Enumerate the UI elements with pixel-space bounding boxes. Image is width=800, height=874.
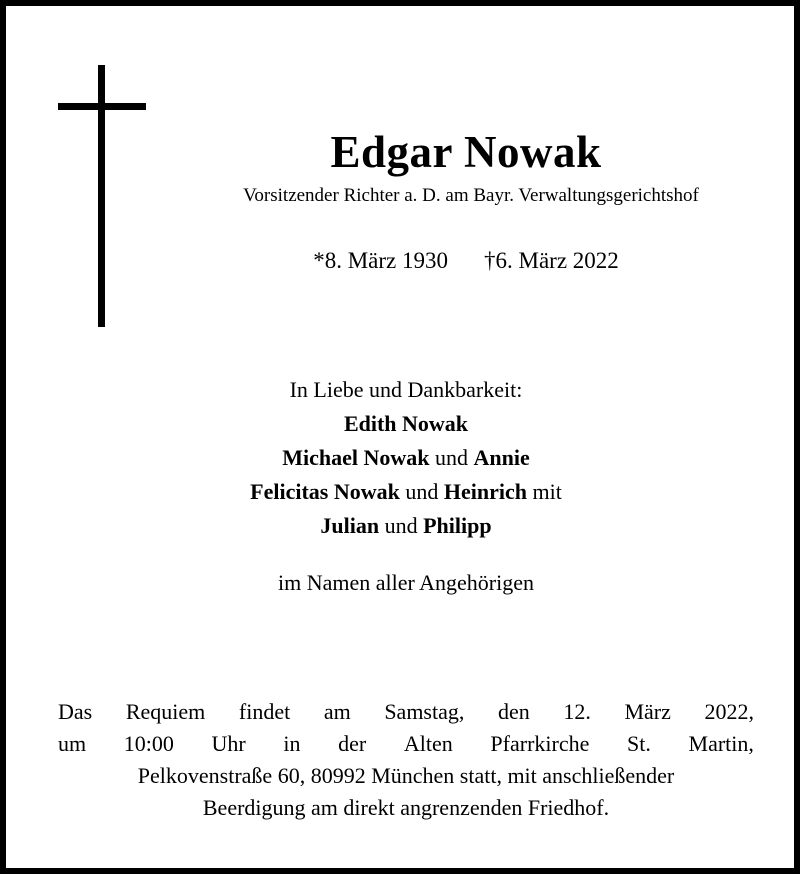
mourner-name: Michael Nowak [282,445,430,470]
connector-text: und [405,479,439,504]
funeral-word: Martin, [688,731,754,756]
cross-icon-horizontal-bar [58,103,146,110]
mourner-line-3 [6,475,800,509]
birth-date: *8. März 1930 [313,248,448,273]
funeral-word: Requiem [125,699,206,724]
mourner-line-2 [6,441,800,475]
funeral-word: 12. [563,699,591,724]
funeral-word: Das [58,699,93,724]
death-date: †6. März 2022 [484,248,619,273]
funeral-word: findet [238,699,291,724]
funeral-line-3: Pelkovenstraße 60, 80992 München statt, mit anschließender [137,763,675,788]
deceased-name: Edgar Nowak [330,127,602,177]
funeral-word: in [283,731,301,756]
mourners-block [6,373,800,543]
funeral-word: Uhr [211,731,246,756]
funeral-line-1 [58,696,754,728]
funeral-word: den [497,699,530,724]
connector-text: und [435,445,468,470]
mourners-intro: In Liebe und Dankbarkeit: [289,377,523,402]
mourner-name: Felicitas Nowak [250,479,400,504]
funeral-notice [58,696,754,824]
mourner-line-4 [6,509,800,543]
mourner-line-1 [6,407,800,441]
funeral-word: März [624,699,671,724]
life-dates [156,246,776,276]
funeral-word: 10:00 [123,731,174,756]
mourner-name: Edith Nowak [343,411,469,436]
funeral-word: 2022, [704,699,754,724]
mourner-name: Philipp [423,513,492,538]
mourner-name: Julian [320,513,380,538]
connector-text: und [384,513,418,538]
funeral-word: am [323,699,351,724]
funeral-word: St. [627,731,651,756]
funeral-line-4: Beerdigung am direkt angrenzenden Friedhof. [202,795,610,820]
connector-text: mit [532,479,562,504]
mourner-name: Heinrich [443,479,527,504]
funeral-word: Alten [403,731,453,756]
funeral-word: um [58,731,87,756]
deceased-title: Vorsitzender Richter a. D. am Bayr. Verwaltungsgerichtshof [243,185,699,206]
funeral-line-2 [58,728,754,760]
funeral-word: der [338,731,367,756]
funeral-word: Samstag, [384,699,465,724]
mourner-name: Annie [473,445,530,470]
funeral-word: Pfarrkirche [490,731,590,756]
relatives-note: im Namen aller Angehörigen [278,570,534,595]
